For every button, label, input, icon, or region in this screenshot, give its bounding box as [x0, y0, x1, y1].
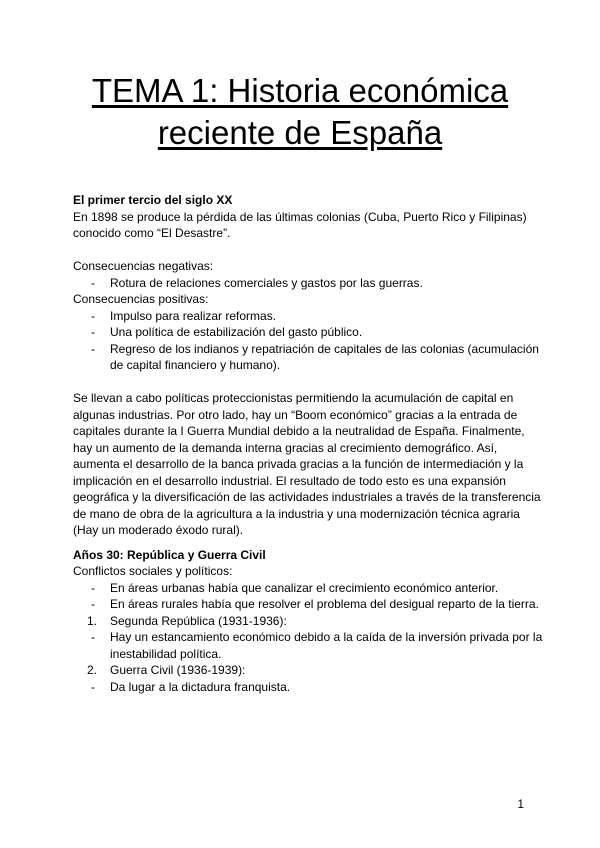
- list-item: - Rotura de relaciones comerciales y gastos por las guerras.: [91, 275, 423, 290]
- negative-consequences-label: Consecuencias negativas:: [73, 259, 214, 273]
- positive-consequences-list: [73, 308, 543, 374]
- section-heading-primer-tercio: El primer tercio del siglo XX: [73, 193, 233, 207]
- positive-consequences-label: Consecuencias positivas:: [73, 292, 209, 306]
- numbered-item-guerra-civil: 2. Guerra Civil (1936-1939):: [87, 663, 246, 677]
- page-number: 1: [517, 797, 524, 811]
- list-item: - Regreso de los indianos y repatriación de capitales de las colonias (acumulación de capital financiero y humano).: [91, 341, 539, 372]
- page-title-line-1: TEMA 1: Historia económica: [91, 72, 509, 109]
- list-item: - En áreas urbanas había que canalizar el crecimiento económico anterior.: [91, 580, 499, 595]
- list-item: - En áreas rurales había que resolver el problema del desigual reparto de la tierra.: [91, 597, 539, 611]
- intro-paragraph: En 1898 se produce la pérdida de las últimas colonias (Cuba, Puerto Rico y Filipinas) conocido como “El Desastre”.: [73, 209, 527, 240]
- period-list: [73, 613, 543, 630]
- list-item: - Una política de estabilización del gasto público.: [91, 325, 363, 339]
- body-paragraph: Se llevan a cabo políticas proteccionistas permitiendo la acumulación de capital en algunas industrias. Por otro lado, hay un “Boom económico” gracias a la entrada de capitales durante la I Guerra Mundial debido a la neutralidad de España. Finalmente, hay un aumento de la demanda interna gracias al crecimiento demográfico. Así, aumenta el desarrollo de la banca privada gracias a la función de intermediación y la implicación en el desarrollo industrial. El resultado de todo esto es una expansión geográfica y la diversificación de las actividades industriales a través de la transferencia de mano de obra de la agricultura a la industria y una modernización técnica agraria (Hay un moderado éxodo rural).: [73, 391, 541, 537]
- document-body: [73, 192, 543, 695]
- page-title: [0, 70, 600, 154]
- conflicts-list: [73, 580, 543, 613]
- list-item: - Hay un estancamiento económico debido a la caída de la inversión privada por la inestabilidad política.: [91, 630, 543, 661]
- list-item: - Impulso para realizar reformas.: [91, 308, 277, 323]
- negative-consequences-list: [73, 275, 543, 292]
- list-item: - Da lugar a la dictadura franquista.: [91, 679, 291, 694]
- numbered-item-segunda-republica: 1. Segunda República (1931-1936):: [87, 613, 287, 628]
- page-title-line-2: reciente de España: [157, 114, 443, 151]
- section-heading-anos-30: Años 30: República y Guerra Civil: [73, 547, 266, 562]
- conflicts-label: Conflictos sociales y políticos:: [73, 564, 233, 578]
